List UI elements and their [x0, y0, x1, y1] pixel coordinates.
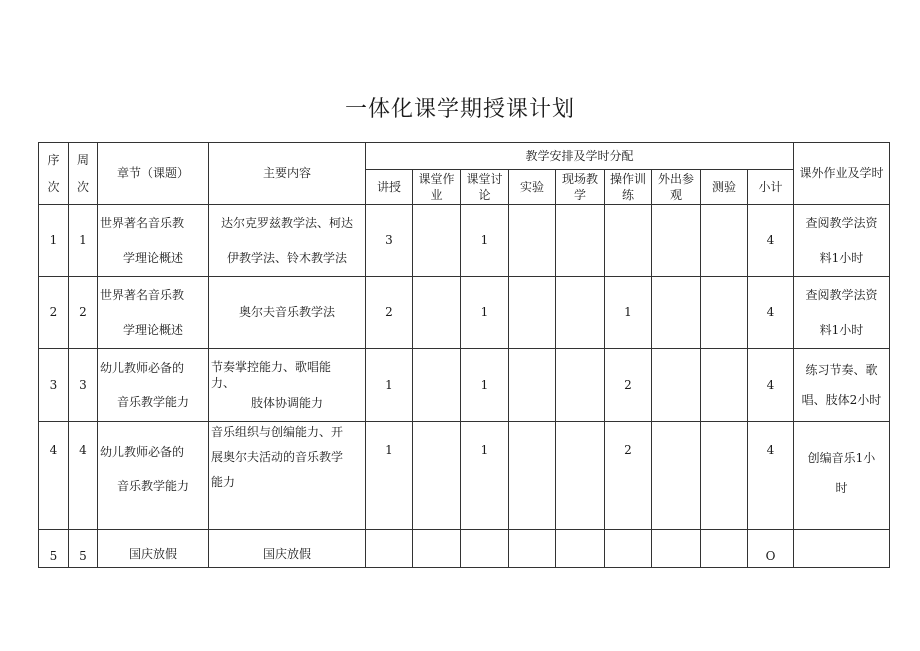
cell-discussion: 1 [461, 277, 509, 349]
teaching-plan-table [38, 142, 890, 568]
table-row [39, 349, 890, 422]
cell-discussion [461, 530, 509, 568]
cell-homework: 查阅教学法资 料1小时 [794, 205, 890, 277]
header-chapter: 章节（课题） [98, 143, 209, 205]
header-content: 主要内容 [209, 143, 366, 205]
cell-discussion: 1 [461, 422, 509, 530]
cell-seq: 4 [39, 422, 69, 530]
table-row [39, 530, 890, 568]
cell-week: 4 [69, 422, 98, 530]
cell-homework: 查阅教学法资 料1小时 [794, 277, 890, 349]
cell-experiment [509, 205, 556, 277]
cell-seq: 1 [39, 205, 69, 277]
cell-classwork [413, 349, 461, 422]
header-onsite: 现场教学 [556, 170, 605, 205]
table-row [39, 205, 890, 277]
cell-experiment [509, 277, 556, 349]
cell-content: 达尔克罗兹教学法、柯达 伊教学法、铃木教学法 [209, 205, 366, 277]
table-row [39, 277, 890, 349]
cell-week: 5 [69, 530, 98, 568]
cell-week: 3 [69, 349, 98, 422]
cell-week: 1 [69, 205, 98, 277]
cell-chapter: 国庆放假 [98, 530, 209, 568]
cell-subtotal: 4 [748, 277, 794, 349]
cell-experiment [509, 530, 556, 568]
cell-onsite [556, 530, 605, 568]
header-experiment: 实验 [509, 170, 556, 205]
header-subtotal: 小计 [748, 170, 794, 205]
cell-classwork [413, 530, 461, 568]
cell-experiment [509, 349, 556, 422]
cell-homework: 练习节奏、歌 唱、肢体2小时 [794, 349, 890, 422]
cell-discussion: 1 [461, 349, 509, 422]
cell-test [701, 530, 748, 568]
cell-subtotal: 4 [748, 349, 794, 422]
cell-content: 节奏掌控能力、歌唱能 力、 肢体协调能力 [209, 349, 366, 422]
header-test: 测验 [701, 170, 748, 205]
cell-homework [794, 530, 890, 568]
cell-onsite [556, 205, 605, 277]
cell-seq: 2 [39, 277, 69, 349]
cell-test [701, 205, 748, 277]
cell-classwork [413, 205, 461, 277]
cell-onsite [556, 422, 605, 530]
header-lecture: 讲授 [366, 170, 413, 205]
cell-subtotal: O [748, 530, 794, 568]
cell-practice [605, 205, 652, 277]
cell-classwork [413, 277, 461, 349]
cell-seq: 3 [39, 349, 69, 422]
cell-visit [652, 277, 701, 349]
cell-content: 奥尔夫音乐教学法 [209, 277, 366, 349]
cell-lecture [366, 530, 413, 568]
cell-practice: 2 [605, 422, 652, 530]
cell-subtotal: 4 [748, 422, 794, 530]
header-homework: 课外作业及学时 [794, 143, 890, 205]
cell-visit [652, 530, 701, 568]
header-classwork: 课堂作业 [413, 170, 461, 205]
page-title: 一体化课学期授课计划 [344, 97, 575, 122]
cell-test [701, 422, 748, 530]
cell-content: 国庆放假 [209, 530, 366, 568]
cell-content: 音乐组织与创编能力、开 展奥尔夫活动的音乐教学 能力 [209, 422, 366, 530]
cell-subtotal: 4 [748, 205, 794, 277]
cell-homework: 创编音乐1小 时 [794, 422, 890, 530]
header-group: 教学安排及学时分配 [366, 143, 794, 170]
cell-test [701, 277, 748, 349]
cell-lecture: 1 [366, 349, 413, 422]
cell-onsite [556, 349, 605, 422]
header-discussion: 课堂讨论 [461, 170, 509, 205]
cell-chapter: 世界著名音乐教 学理论概述 [98, 205, 209, 277]
header-visit: 外出参观 [652, 170, 701, 205]
cell-practice: 1 [605, 277, 652, 349]
cell-discussion: 1 [461, 205, 509, 277]
cell-lecture: 1 [366, 422, 413, 530]
cell-test [701, 349, 748, 422]
cell-chapter: 世界著名音乐教 学理论概述 [98, 277, 209, 349]
cell-classwork [413, 422, 461, 530]
cell-experiment [509, 422, 556, 530]
cell-visit [652, 205, 701, 277]
header-week: 周 次 [69, 143, 98, 205]
table-row [39, 422, 890, 530]
cell-practice: 2 [605, 349, 652, 422]
cell-week: 2 [69, 277, 98, 349]
cell-lecture: 3 [366, 205, 413, 277]
cell-practice [605, 530, 652, 568]
header-practice: 操作训练 [605, 170, 652, 205]
cell-lecture: 2 [366, 277, 413, 349]
header-seq: 序 次 [39, 143, 69, 205]
cell-chapter: 幼儿教师必备的 音乐教学能力 [98, 349, 209, 422]
cell-seq: 5 [39, 530, 69, 568]
cell-onsite [556, 277, 605, 349]
cell-visit [652, 422, 701, 530]
cell-chapter: 幼儿教师必备的 音乐教学能力 [98, 422, 209, 530]
cell-visit [652, 349, 701, 422]
